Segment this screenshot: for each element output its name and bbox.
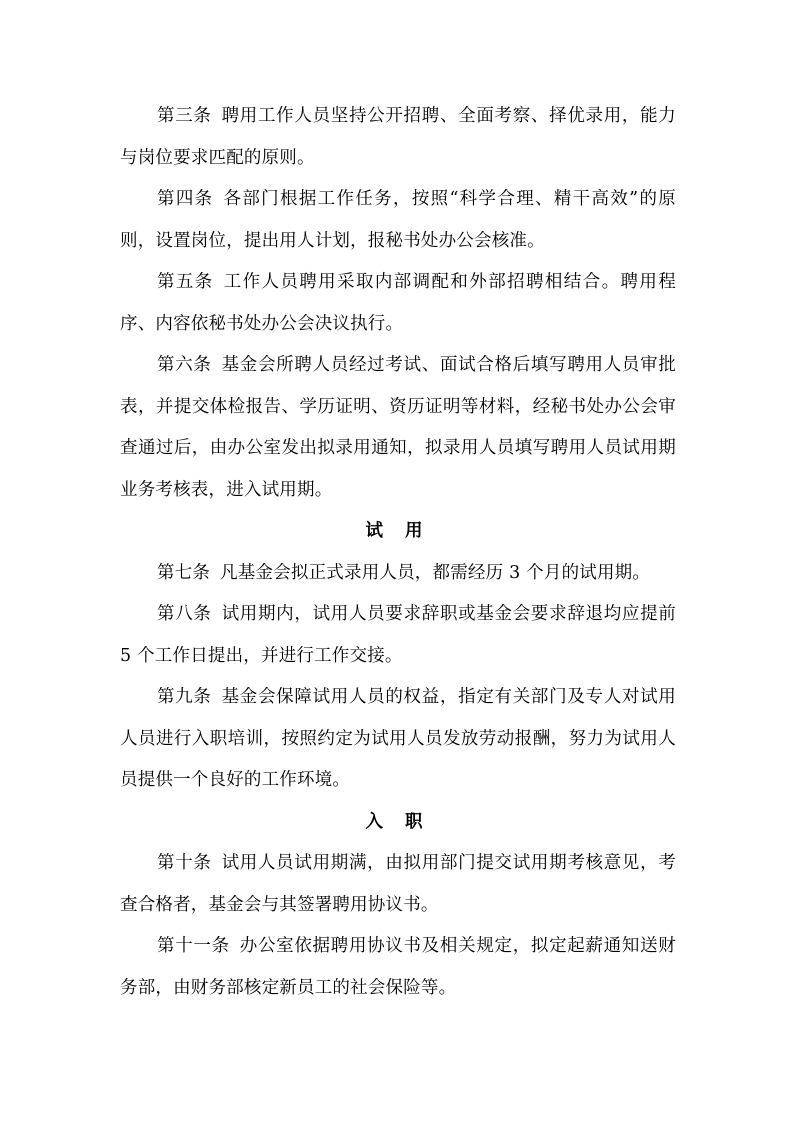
article-text: 试用期内，试用人员要求辞职或基金会要求辞退均应提前 5 个工作日提出，并进行工作交接。 xyxy=(120,604,676,666)
article-number: 第六条 xyxy=(157,355,212,375)
article-text: 聘用工作人员坚持公开招聘、全面考察、择优录用，能力与岗位要求匹配的原则。 xyxy=(120,106,676,168)
article-number: 第八条 xyxy=(157,604,212,624)
article-text: 基金会保障试用人员的权益，指定有关部门及专人对试用人员进行入职培训，按照约定为试用人员发放劳动报酬，努力为试用人员提供一个良好的工作环境。 xyxy=(120,687,676,790)
article-number: 第五条 xyxy=(157,272,214,292)
article-text: 凡基金会拟正式录用人员，都需经历 3 个月的试用期。 xyxy=(220,562,651,583)
article-text: 基金会所聘人员经过考试、面试合格后填写聘用人员审批表，并提交体检报告、学历证明、资历证明等材料，经秘书处办公会审查通过后，由办公室发出拟录用通知，拟录用人员填写聘用人员试用期业务考核表，进入试用期。 xyxy=(120,355,676,500)
article-8 xyxy=(120,594,676,677)
article-number: 第九条 xyxy=(157,687,212,707)
article-number: 第四条 xyxy=(157,189,214,209)
article-number: 第十条 xyxy=(157,853,212,873)
article-number: 第七条 xyxy=(157,562,211,583)
article-4 xyxy=(120,179,676,262)
article-10 xyxy=(120,843,676,926)
section-heading-probation: 试 用 xyxy=(365,521,431,541)
article-9 xyxy=(120,677,676,802)
article-text: 各部门根据工作任务，按照“科学合理、精干高效”的原则，设置岗位，提出用人计划，报秘书处办公会核准。 xyxy=(120,189,676,251)
article-6 xyxy=(120,345,676,511)
article-3 xyxy=(120,96,676,179)
article-7 xyxy=(120,553,676,595)
section-heading-onboarding: 入 职 xyxy=(365,811,431,832)
article-11 xyxy=(120,926,676,1009)
document-body xyxy=(120,96,676,1009)
article-text: 试用人员试用期满，由拟用部门提交试用期考核意见，考查合格者，基金会与其签署聘用协议书。 xyxy=(120,853,676,915)
article-5 xyxy=(120,262,676,345)
article-number: 第三条 xyxy=(157,106,212,126)
article-number: 第十一条 xyxy=(157,936,230,956)
article-text: 工作人员聘用采取内部调配和外部招聘相结合。聘用程序、内容依秘书处办公会决议执行。 xyxy=(120,272,676,334)
article-text: 办公室依据聘用协议书及相关规定，拟定起薪通知送财务部，由财务部核定新员工的社会保险等。 xyxy=(120,936,676,998)
